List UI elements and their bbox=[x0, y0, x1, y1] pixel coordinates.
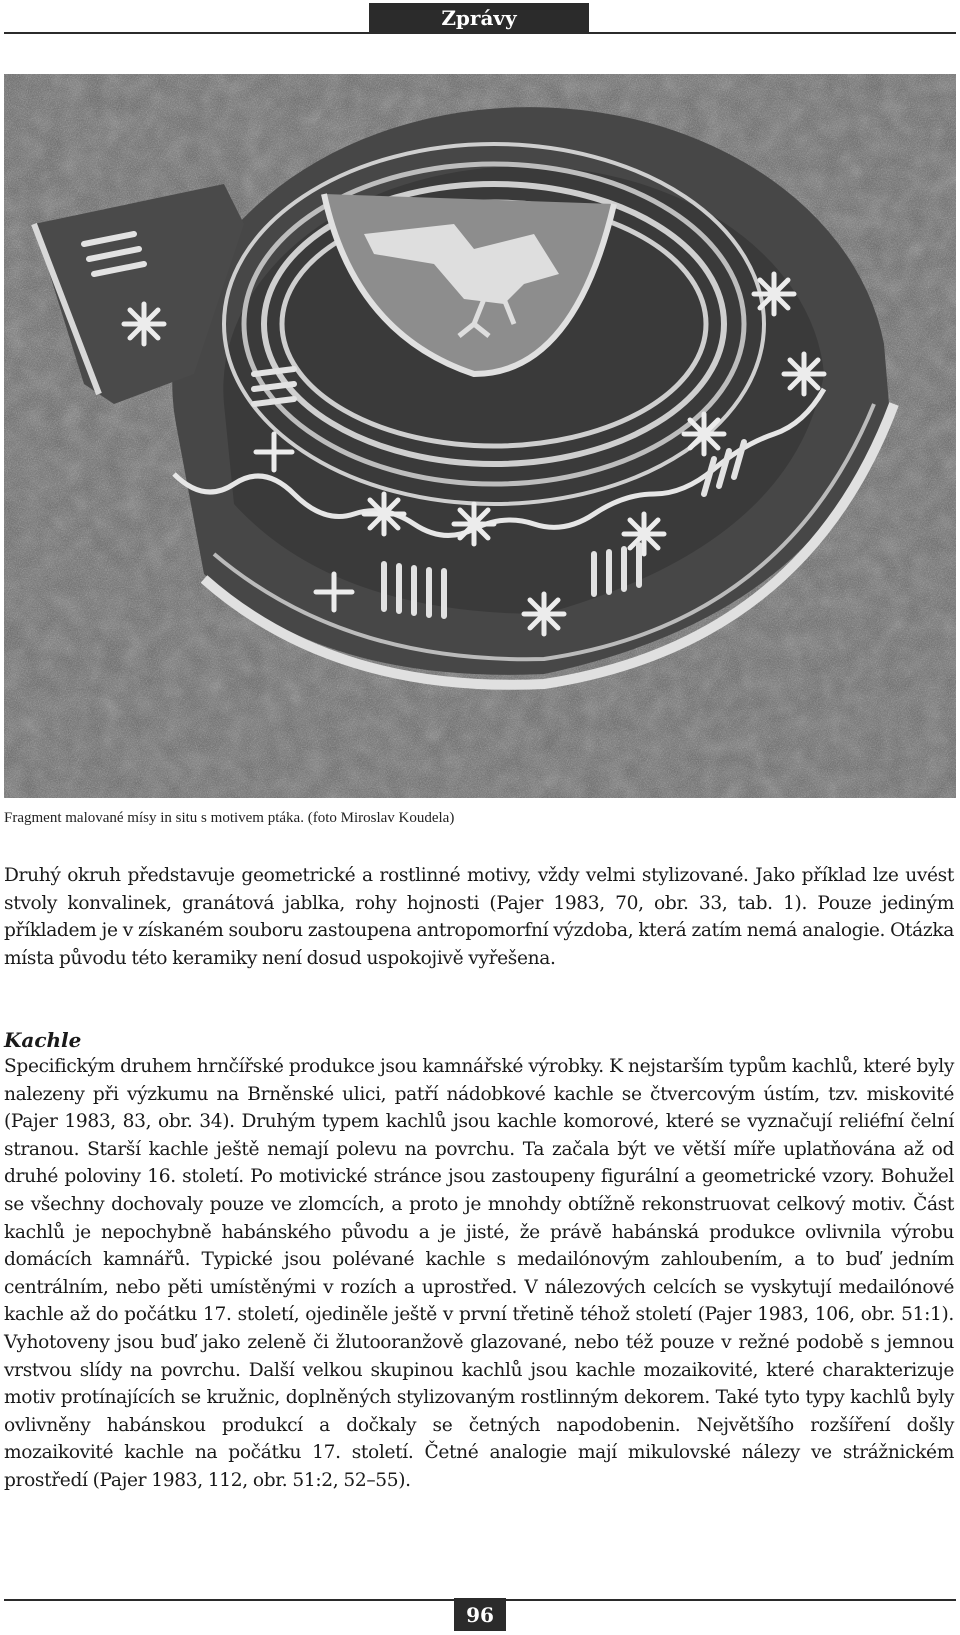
section-heading-kachle: Kachle bbox=[4, 1028, 82, 1052]
paragraph-kachle: Specifickým druhem hrnčířské produkce jsou kamnářské výrobky. K nejstarším typům kachlů, které byly nalezeny při výzkumu na Brněnské ulici, patří nádobkové kachle se čtvercovým ústím, tzv. miskovité (Pajer 1983, 83, obr. 34). Druhým typem kachlů jsou kachle komorové, které se vyznačují reliéfní čelní stranou. Starší kachle ještě nemají polevu na povrchu. Ta začala být ve větší míře uplatňována až od druhé poloviny 16. století. Po motivické stránce jsou zastoupeny figurální a geometrické vzory. Bohužel se všechny dochovaly pouze ve zlomcích, a proto je mnohdy obtížně rekonstruovat celkový motiv. Část kachlů je nepochybně habánského původu a je jisté, že právě habánská produkce ovlivnila výrobu domácích kamnářů. Typické jsou polévané kachle s medailónovým zahloubením, a to buď jedním centrálním, nebo pěti umístěnými v rozích a uprostřed. V nálezových celcích se vyskytují medailónové kachle až do počátku 17. století, ojediněle ještě v první třetině téhož století (Pajer 1983, 106, obr. 51:1). Vyhotoveny jsou buď jako zeleně či žlutooranžově glazované, nebo též pouze v režné podobě s jemnou vrstvou slídy na povrchu. Další velkou skupinou kachlů jsou kachle mozaikovité, které charakterizuje motiv protínajících se kružnic, doplněných stylizovaným rostlinným dekorem. Také tyto typy kachlů byly ovlivněny habánskou produkcí a dočkaly se četných napodobenin. Největšího rozšíření došly mozaikovité kachle na počátku 17. století. Četné analogie mají mikulovské nálezy ve strážnickém prostředí (Pajer 1983, 112, obr. 51:2, 52–55). bbox=[4, 1056, 954, 1491]
paragraph-intro: Druhý okruh představuje geometrické a rostlinné motivy, vždy velmi stylizované. Jako příklad lze uvést stvoly konvalinek, granátová jablka, rohy hojnosti (Pajer 1983, 70, obr. 33, tab. 1). Pouze jediným příkladem je v získaném souboru zastoupena antropomorfní výzdoba, která zatím nemá analogie. Otázka místa původu této keramiky není dosud uspokojivě vyřešena. bbox=[4, 865, 954, 969]
page-number: 96 bbox=[454, 1598, 506, 1631]
header-rule bbox=[4, 32, 956, 34]
bowl-fragment-photo bbox=[4, 74, 956, 798]
figure-caption: Fragment malované mísy in situ s motivem ptáka. (foto Miroslav Koudela) bbox=[4, 810, 455, 826]
section-title: Zprávy bbox=[369, 3, 589, 33]
